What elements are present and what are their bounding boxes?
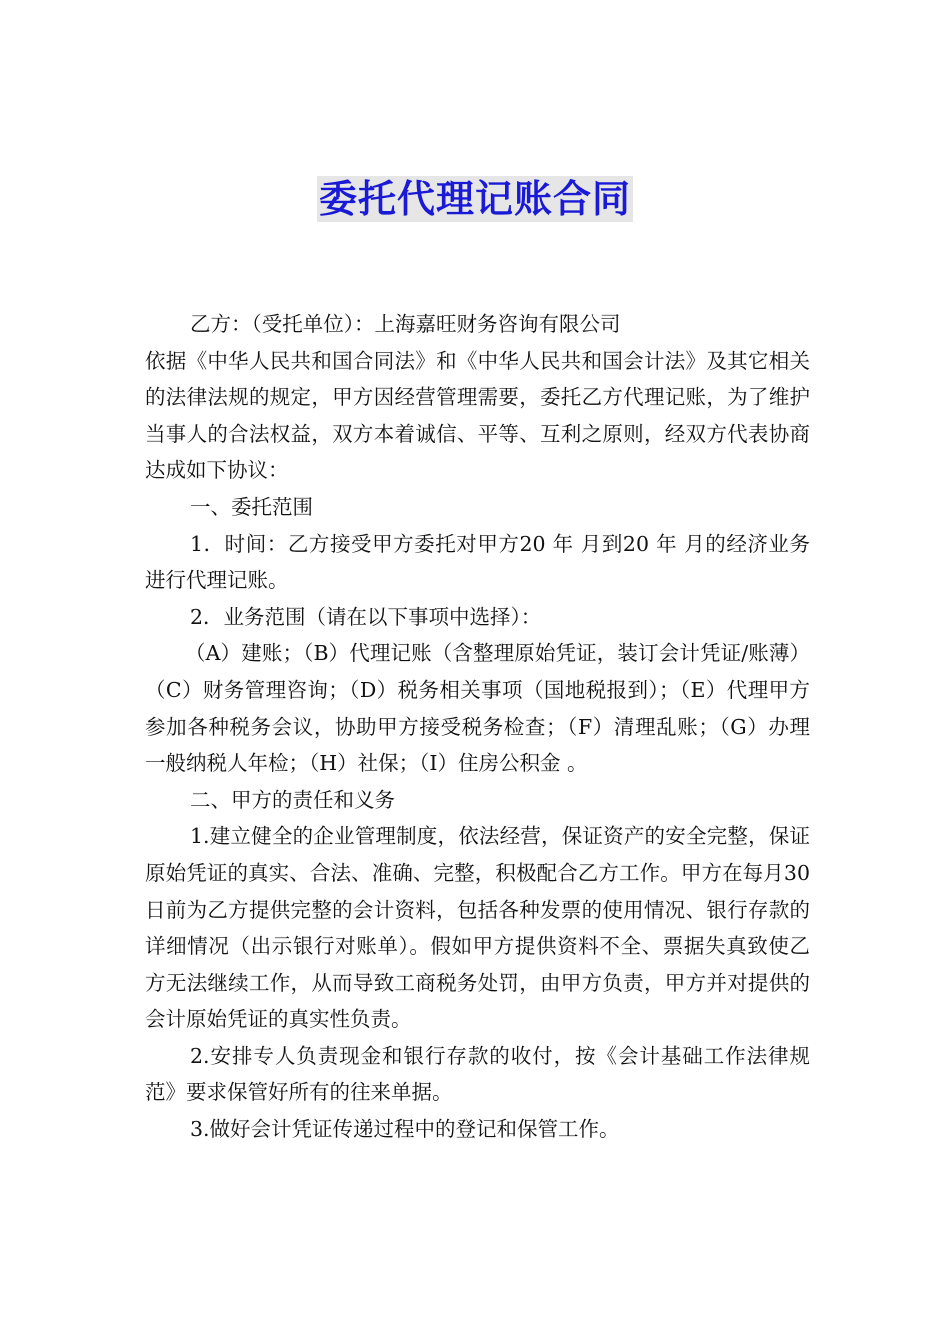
preamble-paragraph: 依据《中华人民共和国合同法》和《中华人民共和国会计法》及其它相关的法律法规的规定，甲方因经营管理需要，委托乙方代理记账，为了维护当事人的合法权益，双方本着诚信、平等、互利之原则，经双方代表协商达成如下协议：: [145, 348, 810, 483]
clause-service-options: （A）建账；（B）代理记账（含整理原始凭证，装订会计凭证/账薄）（C）财务管理咨询；（D）税务相关事项（国地税报到）；（E）代理甲方参加各种税务会议，协助甲方接受税务检查；（F）清理乱账；（G）办理一般纳税人年检；（H）社保；（I）住房公积金 。: [145, 641, 810, 776]
duty-item-3: 3.做好会计凭证传递过程中的登记和保管工作。: [190, 1117, 620, 1142]
section-heading-scope: 一、委托范围: [190, 494, 313, 519]
clause-business-scope: 2．业务范围（请在以下事项中选择）：: [190, 604, 542, 629]
title-container: [0, 176, 950, 222]
duty-item-2: 2.安排专人负责现金和银行存款的收付，按《会计基础工作法律规范》要求保管好所有的往来单据。: [145, 1043, 810, 1105]
party-b-line: 乙方：（受托单位）：上海嘉旺财务咨询有限公司: [190, 312, 621, 336]
document-body: [145, 306, 810, 1148]
duty-item-1: 1.建立健全的企业管理制度，依法经营，保证资产的安全完整，保证原始凭证的真实、合法、准确、完整，积极配合乙方工作。甲方在每月30日前为乙方提供完整的会计资料，包括各种发票的使用情况、银行存款的详细情况（出示银行对账单）。假如甲方提供资料不全、票据失真致使乙方无法继续工作，从而导致工商税务处罚，由甲方负责，甲方并对提供的会计原始凭证的真实性负责。: [145, 824, 810, 1032]
section-heading-party-a-duties: 二、甲方的责任和义务: [190, 787, 395, 812]
clause-time: 1．时间：乙方接受甲方委托对甲方20 年 月到20 年 月的经济业务进行代理记账。: [145, 531, 810, 593]
document-title: 委托代理记账合同: [318, 177, 631, 221]
